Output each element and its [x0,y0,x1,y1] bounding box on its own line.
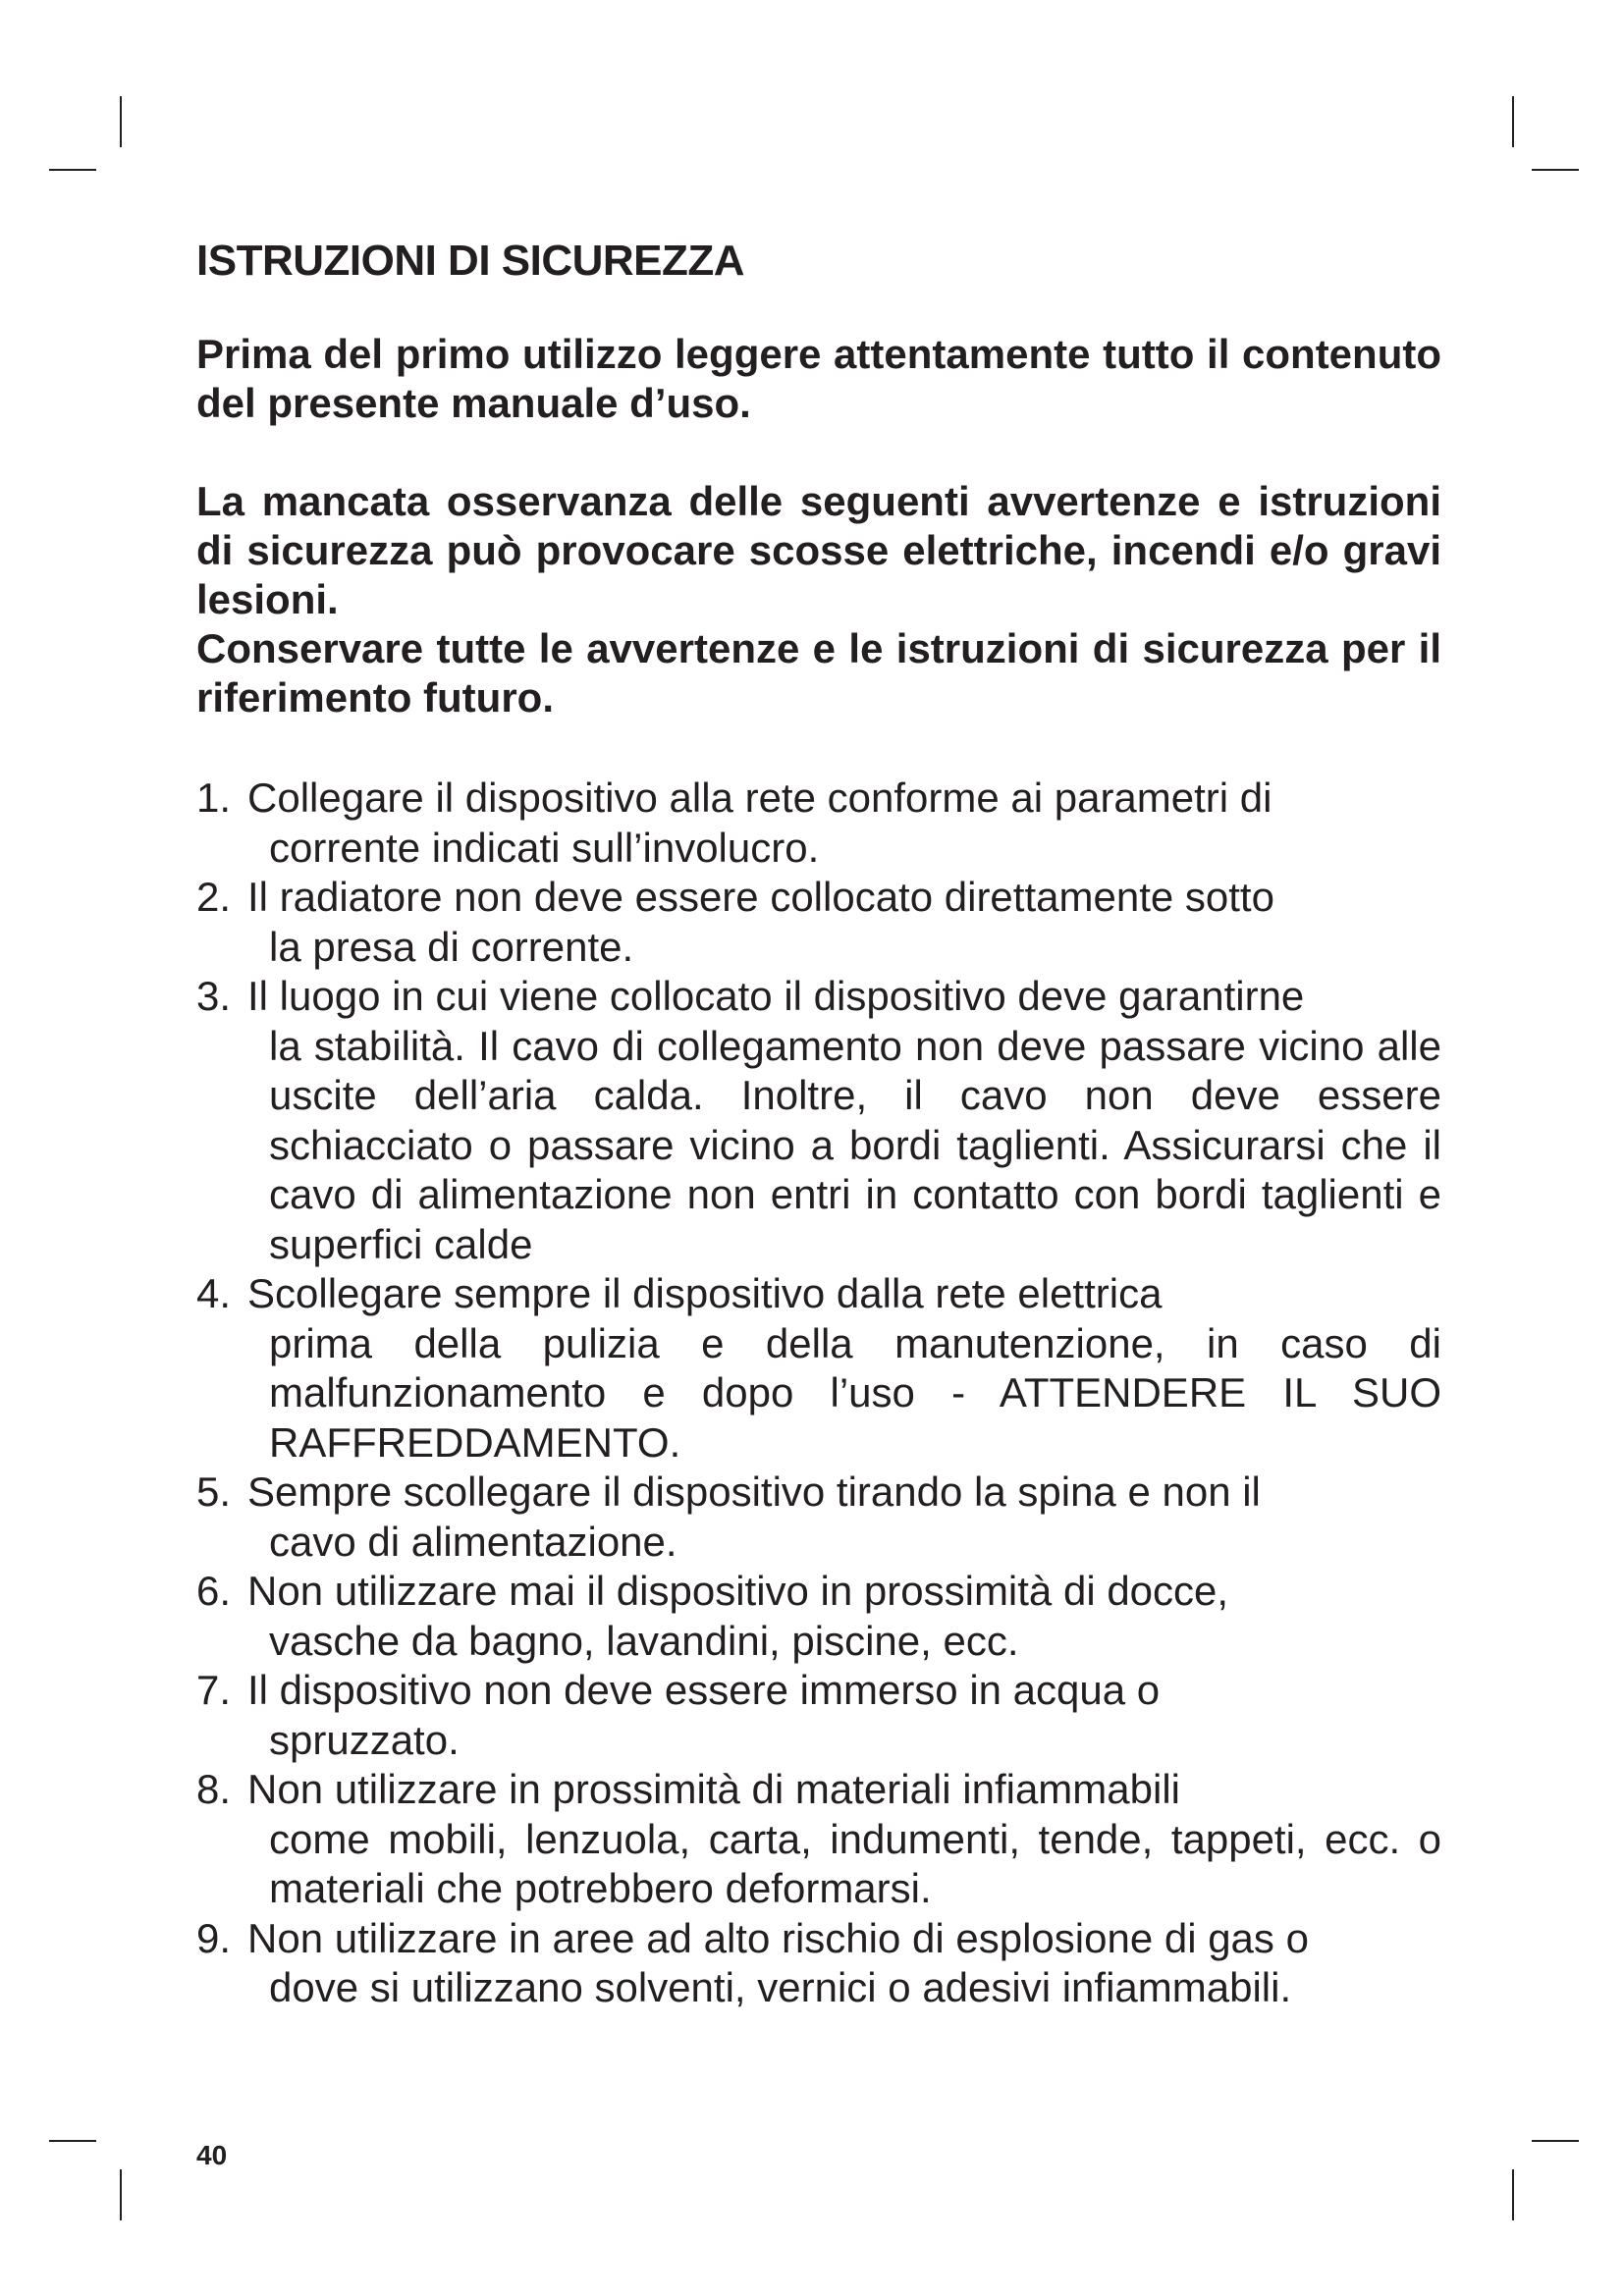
list-item [196,1269,1441,1468]
item-text-first-line: Collegare il dispositivo alla rete conforme ai parametri di [247,774,1272,821]
item-number: 6. [196,1568,232,1614]
crop-mark [1512,96,1514,147]
crop-mark [49,169,96,171]
list-item [196,1666,1441,1765]
item-text: cavo di alimentazione. [269,1518,677,1565]
list-item [196,1914,1441,2013]
item-text: la presa di corrente. [269,923,634,970]
intro-read-manual: Prima del primo utilizzo leggere attentamente tutto il contenuto del presente manuale d’uso. [196,331,1441,426]
crop-mark [1532,169,1579,171]
safety-instructions-list [196,774,1441,2013]
intro-keep-instructions: Conservare tutte le avvertenze e le istruzioni di sicurezza per il riferimento futuro. [196,625,1441,721]
list-item [196,774,1441,873]
item-text-first-line: Sempre scollegare il dispositivo tirando la spina e non il [247,1468,1261,1515]
list-item [196,1765,1441,1914]
crop-mark [49,2140,96,2142]
item-number: 7. [196,1667,232,1713]
item-text-first-line: Non utilizzare mai il dispositivo in prossimità di docce, [247,1568,1229,1614]
crop-mark [120,2169,122,2220]
list-item [196,972,1441,1269]
item-text-first-line: Il luogo in cui viene collocato il dispositivo deve garantirne [247,973,1305,1019]
item-number: 1. [196,774,232,821]
item-number: 8. [196,1766,232,1812]
item-text: spruzzato. [269,1716,460,1763]
page-number: 40 [196,2140,228,2170]
item-text-first-line: Non utilizzare in prossimità di materiali infiammabili [247,1766,1180,1812]
item-text: prima della pulizia e della manutenzione, in caso di malfunzionamento e dopo l’uso - ATTENDERE IL SUO RAFFREDDAMENTO. [269,1319,1441,1466]
page-content [196,236,1441,2013]
item-text: vasche da bagno, lavandini, piscine, ecc. [269,1617,1019,1664]
item-text-first-line: Il dispositivo non deve essere immerso in acqua o [247,1667,1161,1713]
item-number: 5. [196,1468,232,1515]
intro-warning: La mancata osservanza delle seguenti avvertenze e istruzioni di sicurezza può provocare scosse elettriche, incendi e/o gravi lesioni. [196,478,1441,622]
page-title: ISTRUZIONI DI SICUREZZA [196,237,745,285]
item-text: corrente indicati sull’involucro. [269,824,820,871]
item-text: la stabilità. Il cavo di collegamento non deve passare vicino alle uscite dell’aria calda. Inoltre, il cavo non deve essere schiacciato o passare vicino a bordi taglienti. Assicurarsi che il cavo di alimentazione non entri in contatto con bordi taglienti e superfici calde [269,1022,1441,1267]
crop-mark [1532,2140,1579,2142]
item-number: 9. [196,1914,232,1961]
item-text: dove si utilizzano solventi, vernici o adesivi infiammabili. [269,1964,1292,2010]
item-number: 3. [196,973,232,1019]
crop-mark [120,96,122,147]
item-number: 4. [196,1270,232,1316]
item-text: come mobili, lenzuola, carta, indumenti, tende, tappeti, ecc. o materiali che potrebbero deformarsi. [269,1815,1441,1911]
item-text-first-line: Non utilizzare in aree ad alto rischio di esplosione di gas o [247,1914,1309,1961]
list-item [196,1567,1441,1666]
item-text-first-line: Il radiatore non deve essere collocato direttamente sotto [247,874,1274,920]
item-number: 2. [196,874,232,920]
item-text-first-line: Scollegare sempre il dispositivo dalla rete elettrica [247,1270,1163,1316]
crop-mark [1512,2169,1514,2220]
list-item [196,1468,1441,1567]
list-item [196,873,1441,972]
